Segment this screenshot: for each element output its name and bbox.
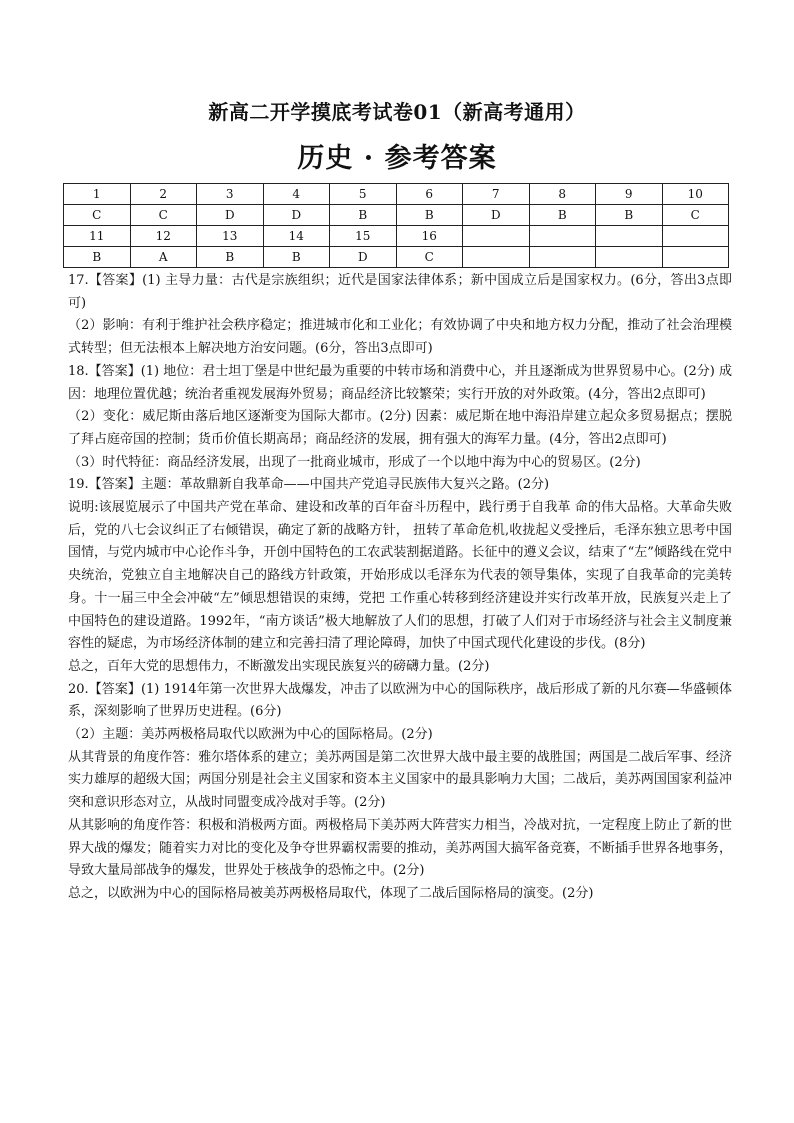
table-cell: 4 xyxy=(263,184,330,205)
table-cell: 10 xyxy=(662,184,729,205)
answer-20-part-1: 20.【答案】(1) 1914年第一次世界大战爆发，冲击了以欧洲为中心的国际秩序，战后形成了新的凡尔赛—华盛顿体系，深刻影响了世界历史进程。(6分) xyxy=(68,681,732,720)
table-row xyxy=(64,184,729,205)
answer-20-summary: 总之，以欧洲为中心的国际格局被美苏两极格局取代，体现了二战后国际格局的演变。(2分) xyxy=(68,885,594,901)
answer-body xyxy=(68,270,732,906)
table-cell xyxy=(662,226,729,247)
table-cell: 11 xyxy=(64,226,131,247)
table-cell: 12 xyxy=(130,226,197,247)
table-cell: B xyxy=(64,247,131,268)
table-cell: D xyxy=(263,205,330,226)
table-cell: C xyxy=(396,247,463,268)
answer-19-summary: 总之，百年大党的思想伟力，不断激发出实现民族复兴的磅礴力量。(2分) xyxy=(68,658,490,674)
document-title: 新高二开学摸底考试卷01（新高考通用） xyxy=(208,100,586,124)
table-cell: B xyxy=(330,205,397,226)
table-cell xyxy=(662,247,729,268)
answer-17-part-2: （2）影响：有利于维护社会秩序稳定；推进城市化和工业化；有效协调了中央和地方权力分配，推动了社会治理模式转型；但无法根本上解决地方治安问题。(6分，答出3点即可) xyxy=(68,318,732,357)
table-cell: B xyxy=(263,247,330,268)
answer-table xyxy=(63,183,729,268)
table-cell: 13 xyxy=(197,226,264,247)
table-cell: D xyxy=(330,247,397,268)
table-cell: A xyxy=(130,247,197,268)
answer-19-theme: 19.【答案】主题：革故鼎新自我革命——中国共产党追寻民族伟大复兴之路。(2分) xyxy=(68,477,550,493)
answer-19-explanation: 说明:该展览展示了中国共产党在革命、建设和改革的百年奋斗历程中，践行勇于自我革 命的伟大品格。大革命失败后，党的八七会议纠正了右倾错误，确定了新的战略方针， 扭转了革命危机,收拢起义受挫后，毛泽东独立思考中国国情，与党内城市中心论作斗争，开创中国特色的工农武装割据道路。长征中的遵义会议，结束了“左”倾路线在党中央统治，党独立自主地解决自己的路线方针政策，开始形成以毛泽东为代表的领导集体，实现了自我革命的完美转身。十一届三中全会冲破“左”倾思想错误的束缚，党把 工作重心转移到经济建设并实行改革开放，民族复兴走上了中国特色的建设道路。1992年，“南方谈话”极大地解放了人们的思想，打破了人们对于市场经济与社会主义制度兼容性的疑虑，为市场经济体制的建立和完善扫清了理论障碍，加快了中国式现代化建设的步伐。(8分) xyxy=(68,500,732,652)
table-cell: 7 xyxy=(463,184,530,205)
answer-20-background: 从其背景的角度作答：雅尔塔体系的建立；美苏两国是第二次世界大战中最主要的战胜国；两国是二战后军事、经济实力雄厚的超级大国；两国分别是社会主义国家和资本主义国家中的最具影响力大国；二战后，美苏两国国家利益冲突和意识形态对立，从战时同盟变成冷战对手等。(2分) xyxy=(68,749,732,811)
table-cell: 15 xyxy=(330,226,397,247)
table-cell: 8 xyxy=(529,184,596,205)
table-row xyxy=(64,205,729,226)
table-cell: C xyxy=(130,205,197,226)
table-cell: 1 xyxy=(64,184,131,205)
table-cell xyxy=(596,247,663,268)
table-cell: 6 xyxy=(396,184,463,205)
table-cell: 9 xyxy=(596,184,663,205)
table-cell: C xyxy=(64,205,131,226)
table-cell xyxy=(596,226,663,247)
table-cell: 2 xyxy=(130,184,197,205)
document-subtitle: 历史 · 参考答案 xyxy=(297,143,497,174)
answer-20-impact: 从其影响的角度作答：积极和消极两方面。两极格局下美苏两大阵营实力相当，冷战对抗，一定程度上防止了新的世界大战的爆发；随着实力对比的变化及争夺世界霸权需要的推动，美苏两国大搞军备竞赛，不断插手世界各地事务，导致大量局部战争的爆发，世界处于核战争的恐怖之中。(2分) xyxy=(68,817,732,879)
table-row xyxy=(64,247,729,268)
answer-18-part-1: 18.【答案】(1) 地位：君士坦丁堡是中世纪最为重要的中转市场和消费中心，并且逐渐成为世界贸易中心。(2分) 成因：地理位置优越；统治者重视发展海外贸易；商品经济比较繁荣；实行开放的对外政策。(4分，答出2点即可) xyxy=(68,363,732,402)
table-cell: B xyxy=(396,205,463,226)
answer-18-part-3: （3）时代特征：商品经济发展，出现了一批商业城市，形成了一个以地中海为中心的贸易区。(2分) xyxy=(68,454,641,470)
table-cell: 3 xyxy=(197,184,264,205)
table-cell: D xyxy=(197,205,264,226)
table-cell: B xyxy=(197,247,264,268)
table-cell xyxy=(463,226,530,247)
table-cell xyxy=(529,226,596,247)
table-cell: D xyxy=(463,205,530,226)
table-cell: C xyxy=(662,205,729,226)
table-cell: 5 xyxy=(330,184,397,205)
table-row xyxy=(64,226,729,247)
answer-18-part-2: （2）变化：威尼斯由落后地区逐渐变为国际大都市。(2分) 因素：威尼斯在地中海沿岸建立起众多贸易据点；摆脱了拜占庭帝国的控制；货币价值长期高昂；商品经济的发展，拥有强大的海军力量。(4分，答出2点即可) xyxy=(68,409,732,447)
table-cell: B xyxy=(596,205,663,226)
table-cell: 14 xyxy=(263,226,330,247)
table-cell xyxy=(463,247,530,268)
answer-17-part-1: 17.【答案】(1) 主导力量：古代是宗族组织；近代是国家法律体系；新中国成立后是国家权力。(6分，答出3点即可) xyxy=(68,273,732,311)
table-cell: 16 xyxy=(396,226,463,247)
table-cell xyxy=(529,247,596,268)
answer-20-part-2-theme: （2）主题：美苏两极格局取代以欧洲为中心的国际格局。(2分) xyxy=(68,727,433,743)
table-cell: B xyxy=(529,205,596,226)
